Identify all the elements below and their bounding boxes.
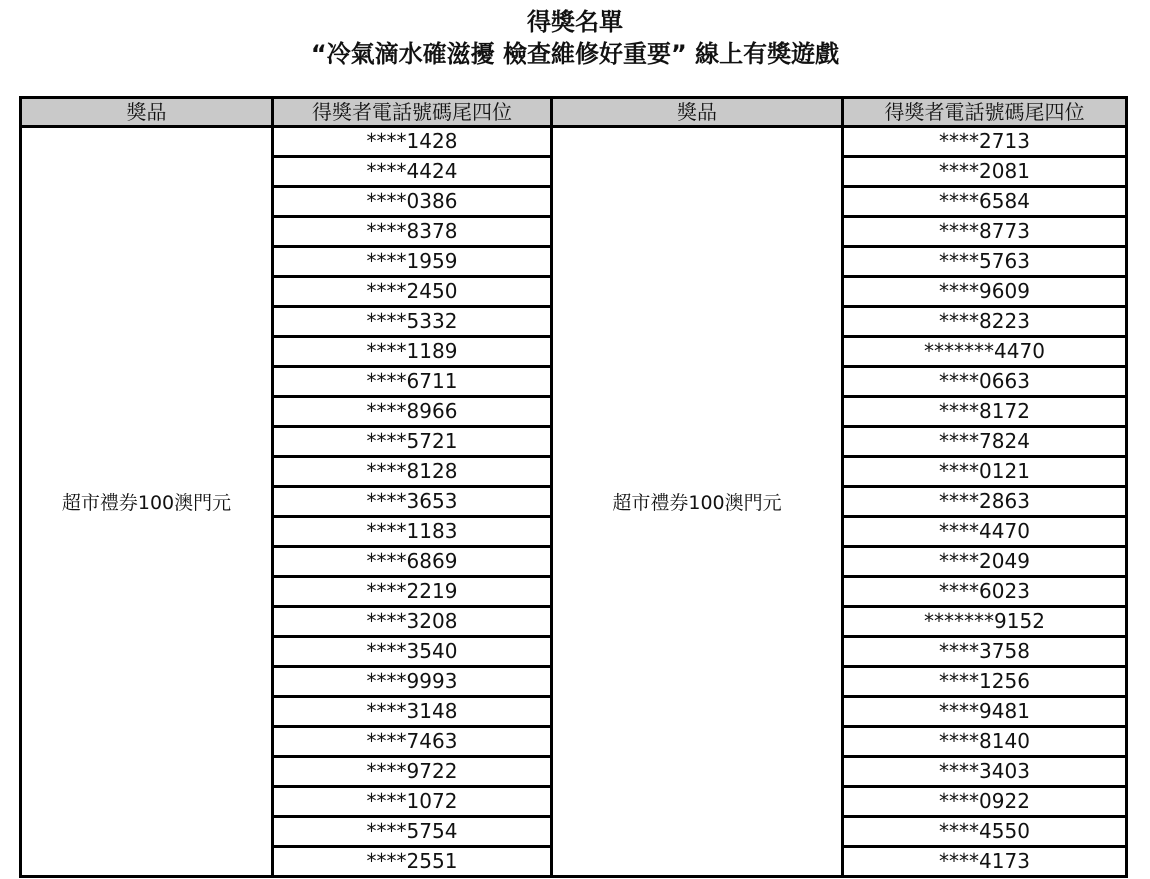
phone-cell-right: ****4550 (843, 817, 1127, 847)
phone-cell-left: ****9722 (273, 757, 552, 787)
phone-cell-right: ****3403 (843, 757, 1127, 787)
phone-cell-left: ****6869 (273, 547, 552, 577)
phone-cell-right: ****0663 (843, 367, 1127, 397)
phone-cell-left: ****1072 (273, 787, 552, 817)
header-prize-right: 獎品 (552, 98, 843, 127)
phone-cell-right: ****6023 (843, 577, 1127, 607)
phone-cell-right: ****5763 (843, 247, 1127, 277)
phone-cell-right: ****9609 (843, 277, 1127, 307)
prize-cell-left: 超市禮券100澳門元 (21, 127, 273, 877)
phone-cell-left: ****2551 (273, 847, 552, 877)
phone-cell-right: ****7824 (843, 427, 1127, 457)
phone-cell-right: ****9481 (843, 697, 1127, 727)
phone-cell-left: ****1189 (273, 337, 552, 367)
phone-cell-left: ****0386 (273, 187, 552, 217)
phone-cell-left: ****3208 (273, 607, 552, 637)
page-title: 得獎名單 (527, 8, 623, 36)
phone-cell-left: ****9993 (273, 667, 552, 697)
phone-cell-left: ****8128 (273, 457, 552, 487)
phone-cell-right: ****8140 (843, 727, 1127, 757)
prize-cell-right: 超市禮券100澳門元 (552, 127, 843, 877)
phone-cell-right: ****8773 (843, 217, 1127, 247)
phone-cell-left: ****2450 (273, 277, 552, 307)
phone-cell-left: ****1183 (273, 517, 552, 547)
phone-cell-right: ****0121 (843, 457, 1127, 487)
phone-cell-right: ****4173 (843, 847, 1127, 877)
winners-body (21, 127, 1127, 877)
phone-cell-left: ****8966 (273, 397, 552, 427)
phone-cell-right: *******9152 (843, 607, 1127, 637)
phone-cell-right: ****1256 (843, 667, 1127, 697)
phone-cell-left: ****5754 (273, 817, 552, 847)
phone-cell-right: ****8172 (843, 397, 1127, 427)
table-header-row (21, 98, 1127, 127)
phone-cell-left: ****6711 (273, 367, 552, 397)
phone-cell-right: *******4470 (843, 337, 1127, 367)
phone-cell-left: ****7463 (273, 727, 552, 757)
phone-cell-left: ****5332 (273, 307, 552, 337)
phone-cell-left: ****3148 (273, 697, 552, 727)
phone-cell-left: ****5721 (273, 427, 552, 457)
phone-cell-left: ****3653 (273, 487, 552, 517)
phone-cell-left: ****1959 (273, 247, 552, 277)
winners-table (19, 96, 1128, 878)
phone-cell-left: ****8378 (273, 217, 552, 247)
phone-cell-right: ****6584 (843, 187, 1127, 217)
phone-cell-left: ****2219 (273, 577, 552, 607)
phone-cell-right: ****3758 (843, 637, 1127, 667)
header-prize-left: 獎品 (21, 98, 273, 127)
phone-cell-right: ****2081 (843, 157, 1127, 187)
page-subtitle: “冷氣滴水確滋擾 檢查維修好重要” 線上有獎遊戲 (310, 40, 840, 68)
phone-cell-right: ****4470 (843, 517, 1127, 547)
phone-cell-right: ****2863 (843, 487, 1127, 517)
phone-cell-left: ****1428 (273, 127, 552, 157)
table-row (21, 127, 1127, 157)
phone-cell-right: ****8223 (843, 307, 1127, 337)
phone-cell-right: ****2049 (843, 547, 1127, 577)
phone-cell-left: ****4424 (273, 157, 552, 187)
header-phone-left: 得獎者電話號碼尾四位 (273, 98, 552, 127)
header-phone-right: 得獎者電話號碼尾四位 (843, 98, 1127, 127)
page-header (0, 6, 1150, 70)
phone-cell-right: ****0922 (843, 787, 1127, 817)
phone-cell-right: ****2713 (843, 127, 1127, 157)
phone-cell-left: ****3540 (273, 637, 552, 667)
